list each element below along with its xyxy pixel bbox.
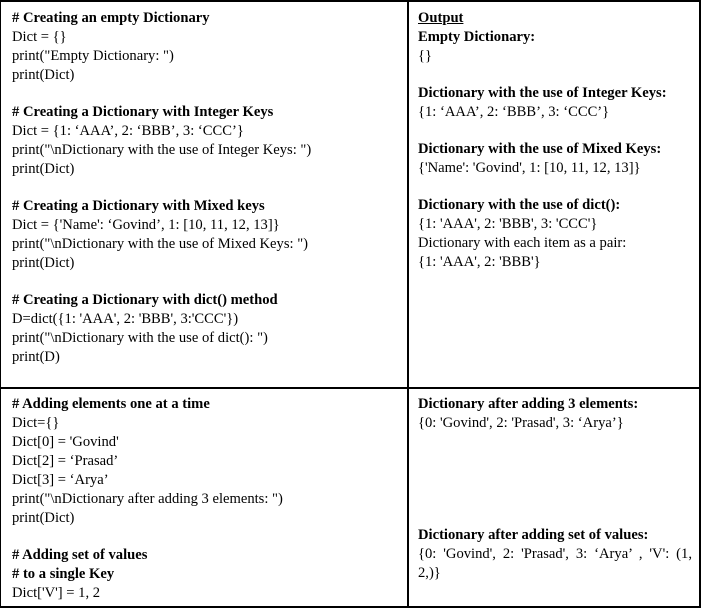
output-value: {1: 'AAA', 2: 'BBB'} — [418, 254, 541, 270]
code-line: print(Dict) — [12, 510, 75, 526]
column-divider — [407, 2, 409, 606]
output-text: Dictionary with each item as a pair: — [418, 235, 627, 251]
code-line: print(Dict) — [12, 161, 75, 177]
code-comment: # Adding set of values — [12, 547, 148, 563]
code-comment: # to a single Key — [12, 566, 115, 582]
code-line: Dict[3] = ‘Arya’ — [12, 472, 109, 488]
code-line: Dict[2] = ‘Prasad’ — [12, 453, 119, 469]
output-title: Dictionary after adding 3 elements: — [418, 396, 639, 412]
code-line: print("\nDictionary with the use of Integer Keys: ") — [12, 142, 312, 158]
output-header: Output — [418, 10, 464, 26]
code-comment: # Creating a Dictionary with dict() method — [12, 292, 278, 308]
code-line: print("\nDictionary after adding 3 elements: ") — [12, 491, 283, 507]
output-title: Empty Dictionary: — [418, 29, 536, 45]
code-line: print(D) — [12, 349, 60, 365]
code-comment: # Creating a Dictionary with Mixed keys — [12, 198, 265, 214]
output-title: Dictionary with the use of Integer Keys: — [418, 85, 667, 101]
code-line: print("Empty Dictionary: ") — [12, 48, 174, 64]
code-comment: # Creating an empty Dictionary — [12, 10, 210, 26]
code-comment: # Creating a Dictionary with Integer Keys — [12, 104, 274, 120]
output-value: {1: 'AAA', 2: 'BBB', 3: 'CCC'} — [418, 216, 598, 232]
code-line: D=dict({1: 'AAA', 2: 'BBB', 3:'CCC'}) — [12, 311, 239, 327]
output-value: {0: 'Govind', 2: 'Prasad', 3: ‘Arya’ , 'V': (1, 2,)} — [418, 546, 692, 581]
output-value: {} — [418, 48, 433, 64]
output-title: Dictionary with the use of Mixed Keys: — [418, 141, 662, 157]
code-line: Dict = {} — [12, 29, 67, 45]
code-cell-top — [12, 9, 402, 367]
code-line: Dict={} — [12, 415, 60, 431]
code-cell-bottom — [12, 395, 402, 603]
output-title: Dictionary after adding set of values: — [418, 527, 649, 543]
code-line: Dict = {'Name': ‘Govind’, 1: [10, 11, 12, 13]} — [12, 217, 280, 233]
code-line: print("\nDictionary with the use of Mixed Keys: ") — [12, 236, 309, 252]
code-line: Dict['V'] = 1, 2 — [12, 585, 101, 601]
code-comment: # Adding elements one at a time — [12, 396, 210, 412]
code-line: Dict[0] = 'Govind' — [12, 434, 119, 450]
output-value: {0: 'Govind', 2: 'Prasad', 3: ‘Arya’} — [418, 415, 624, 431]
output-cell-bottom — [418, 395, 692, 600]
output-cell-top — [418, 9, 692, 272]
code-line: Dict = {1: ‘AAA’, 2: ‘BBB’, 3: ‘CCC’} — [12, 123, 244, 139]
code-line: print(Dict) — [12, 255, 75, 271]
output-value: {'Name': 'Govind', 1: [10, 11, 12, 13]} — [418, 160, 641, 176]
output-value: {1: ‘AAA’, 2: ‘BBB’, 3: ‘CCC’} — [418, 104, 610, 120]
output-title: Dictionary with the use of dict(): — [418, 197, 621, 213]
code-line: print(Dict) — [12, 67, 75, 83]
row-divider — [1, 387, 699, 389]
code-line: print("\nDictionary with the use of dict(): ") — [12, 330, 268, 346]
